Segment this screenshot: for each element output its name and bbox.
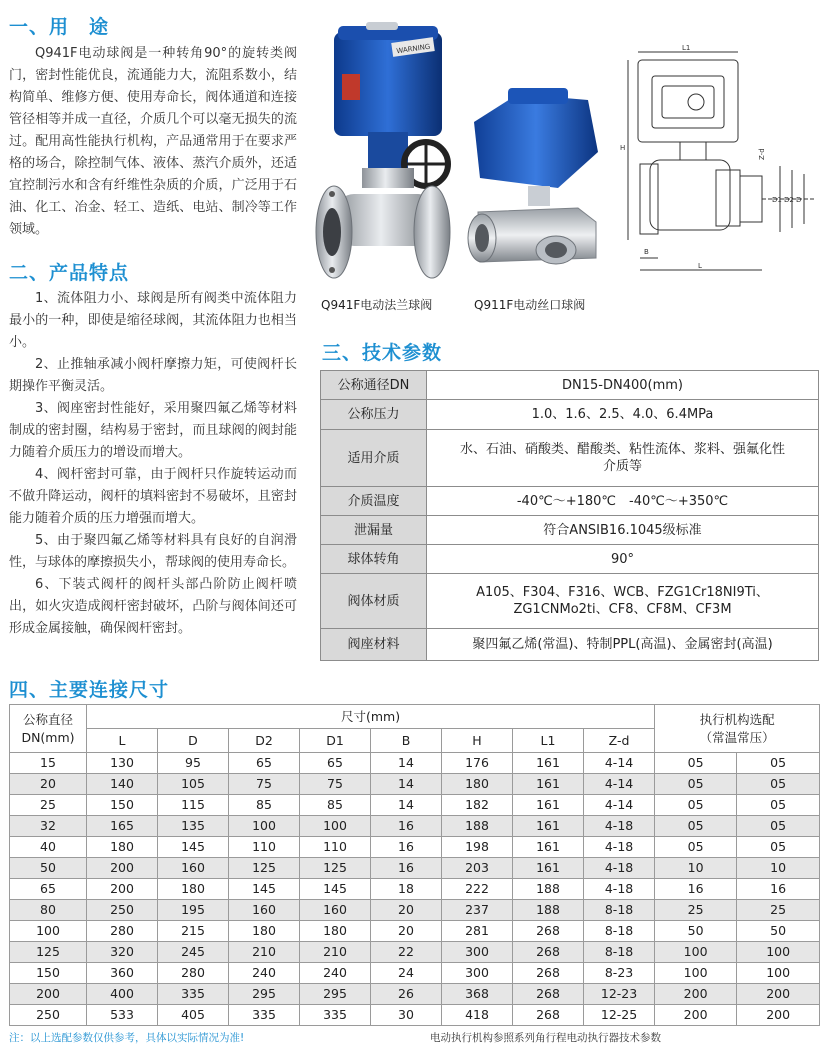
spec-key: 阀体材质	[321, 574, 427, 629]
table-cell: 16	[371, 858, 442, 879]
table-cell: 100	[229, 816, 300, 837]
table-cell: 195	[158, 900, 229, 921]
spec-value: 符合ANSIB16.1045级标准	[427, 516, 819, 545]
table-cell: 24	[371, 963, 442, 984]
table-cell: 130	[87, 753, 158, 774]
table-cell: 20	[371, 900, 442, 921]
table-cell: 533	[87, 1005, 158, 1026]
actuator-header-line2: （常温常压）	[699, 729, 775, 745]
features-list	[9, 288, 297, 640]
table-cell: 12-25	[584, 1005, 655, 1026]
section-title-features: 二、产品特点	[9, 262, 130, 284]
table-cell: 8-18	[584, 900, 655, 921]
table-cell: 335	[229, 1005, 300, 1026]
table-cell: 188	[513, 900, 584, 921]
table-cell: 100	[737, 942, 820, 963]
table-cell: 140	[87, 774, 158, 795]
drawing-label: D2	[784, 196, 794, 204]
table-cell: 250	[10, 1005, 87, 1026]
table-cell: 161	[513, 774, 584, 795]
column-header: D	[158, 729, 229, 753]
table-row	[10, 753, 820, 774]
section-title-dims: 四、主要连接尺寸	[9, 679, 170, 701]
flange-ball-valve-photo	[308, 22, 458, 290]
table-cell: 295	[229, 984, 300, 1005]
table-row	[321, 545, 819, 574]
drawing-label: H	[620, 144, 626, 152]
table-cell: 65	[229, 753, 300, 774]
table-cell: 203	[442, 858, 513, 879]
table-cell: 300	[442, 942, 513, 963]
table-row	[10, 858, 820, 879]
spec-key: 公称压力	[321, 400, 427, 430]
spec-key: 泄漏量	[321, 516, 427, 545]
spec-key: 介质温度	[321, 487, 427, 516]
table-cell: 180	[229, 921, 300, 942]
drawing-label: D1	[772, 196, 782, 204]
size-header: 尺寸(mm)	[87, 705, 655, 729]
table-cell: 4-14	[584, 774, 655, 795]
table-cell: 400	[87, 984, 158, 1005]
table-cell: 200	[10, 984, 87, 1005]
table-cell: 161	[513, 795, 584, 816]
spec-value: 90°	[427, 545, 819, 574]
drawing-label: Z-d	[758, 148, 766, 160]
table-cell: 368	[442, 984, 513, 1005]
table-cell: 200	[87, 879, 158, 900]
table-cell: 110	[300, 837, 371, 858]
table-cell: 250	[87, 900, 158, 921]
table-cell: 40	[10, 837, 87, 858]
table-cell: 8-18	[584, 942, 655, 963]
table-row	[10, 1005, 820, 1026]
table-cell: 95	[158, 753, 229, 774]
table-cell: 145	[158, 837, 229, 858]
table-cell: 50	[10, 858, 87, 879]
column-header: D2	[229, 729, 300, 753]
table-cell: 160	[229, 900, 300, 921]
table-cell: 4-18	[584, 816, 655, 837]
spec-key: 阀座材料	[321, 629, 427, 661]
table-cell: 100	[655, 963, 737, 984]
table-cell: 8-23	[584, 963, 655, 984]
table-cell: 180	[442, 774, 513, 795]
table-cell: 65	[300, 753, 371, 774]
table-cell: 05	[737, 795, 820, 816]
spec-value: A105、F304、F316、WCB、FZG1Cr18NI9Ti、ZG1CNMo2ti、CF8、CF8M、CF3M	[427, 574, 819, 629]
table-cell: 16	[737, 879, 820, 900]
table-cell: 10	[737, 858, 820, 879]
table-cell: 115	[158, 795, 229, 816]
table-row	[10, 963, 820, 984]
footnote	[9, 1030, 244, 1045]
table-cell: 16	[655, 879, 737, 900]
threaded-ball-valve-photo	[458, 82, 608, 278]
table-cell: 4-14	[584, 795, 655, 816]
table-cell: 320	[87, 942, 158, 963]
dn-header-line2: DN(mm)	[21, 729, 75, 745]
table-cell: 100	[300, 816, 371, 837]
table-cell: 210	[229, 942, 300, 963]
table-cell: 4-18	[584, 858, 655, 879]
table-cell: 200	[737, 984, 820, 1005]
table-cell: 85	[300, 795, 371, 816]
feature-item: 6、下装式阀杆的阀杆头部凸阶防止阀杆喷出，如火灾造成阀杆密封破坏，凸阶与阀体间还可形成金属接触，确保阀杆密封。	[9, 577, 297, 636]
table-cell: 100	[737, 963, 820, 984]
table-row	[10, 837, 820, 858]
spec-key: 适用介质	[321, 430, 427, 487]
actuator-header	[655, 705, 820, 753]
table-cell: 240	[229, 963, 300, 984]
table-cell: 335	[300, 1005, 371, 1026]
table-cell: 50	[737, 921, 820, 942]
table-cell: 268	[513, 963, 584, 984]
note-text: 注：以上选配参数仅供参考，具体以实际情况为准!	[9, 1032, 245, 1044]
table-cell: 32	[10, 816, 87, 837]
table-row	[321, 516, 819, 545]
spec-value: 水、石油、硝酸类、醋酸类、粘性流体、浆料、强氟化性介质等	[427, 430, 819, 487]
feature-item: 2、止推轴承减小阀杆摩擦力矩，可使阀杆长期操作平衡灵活。	[9, 357, 297, 394]
table-row	[10, 774, 820, 795]
column-header: L1	[513, 729, 584, 753]
table-cell: 180	[158, 879, 229, 900]
column-header: L	[87, 729, 158, 753]
table-cell: 180	[87, 837, 158, 858]
table-cell: 65	[10, 879, 87, 900]
table-cell: 05	[655, 795, 737, 816]
table-cell: 161	[513, 816, 584, 837]
drawing-label: D	[796, 196, 802, 204]
table-cell: 05	[737, 816, 820, 837]
table-cell: 295	[300, 984, 371, 1005]
spec-value: 1.0、1.6、2.5、4.0、6.4MPa	[427, 400, 819, 430]
table-cell: 160	[300, 900, 371, 921]
column-header: Z-d	[584, 729, 655, 753]
table-cell: 20	[371, 921, 442, 942]
table-cell: 237	[442, 900, 513, 921]
table-cell: 25	[655, 900, 737, 921]
feature-item: 4、阀杆密封可靠，由于阀杆只作旋转运动而不做升降运动，阀杆的填料密封不易破坏，且密封能力随着介质的压力增强而增大。	[9, 467, 297, 526]
table-cell: 200	[87, 858, 158, 879]
table-cell: 268	[513, 921, 584, 942]
table-cell: 280	[158, 963, 229, 984]
table-cell: 25	[737, 900, 820, 921]
table-cell: 160	[158, 858, 229, 879]
table-cell: 200	[737, 1005, 820, 1026]
table-cell: 05	[737, 774, 820, 795]
table-cell: 110	[229, 837, 300, 858]
table-row	[321, 430, 819, 487]
table-cell: 125	[10, 942, 87, 963]
table-cell: 150	[87, 795, 158, 816]
table-cell: 245	[158, 942, 229, 963]
table-cell: 05	[655, 816, 737, 837]
table-cell: 20	[10, 774, 87, 795]
spec-value: DN15-DN400(mm)	[427, 371, 819, 400]
table-cell: 05	[737, 753, 820, 774]
table-cell: 125	[229, 858, 300, 879]
table-cell: 14	[371, 795, 442, 816]
table-cell: 105	[158, 774, 229, 795]
table-row	[321, 400, 819, 430]
table-cell: 418	[442, 1005, 513, 1026]
table-cell: 05	[655, 837, 737, 858]
drawing-label: L	[698, 262, 702, 270]
drawing-label: L1	[682, 44, 691, 52]
table-cell: 335	[158, 984, 229, 1005]
table-cell: 05	[655, 774, 737, 795]
spec-value: 聚四氟乙烯(常温)、特制PPL(高温)、金属密封(高温)	[427, 629, 819, 661]
table-cell: 05	[737, 837, 820, 858]
table-cell: 25	[10, 795, 87, 816]
table-cell: 75	[229, 774, 300, 795]
table-cell: 210	[300, 942, 371, 963]
actuator-header-line1: 执行机构选配	[699, 711, 775, 727]
column-header: D1	[300, 729, 371, 753]
table-cell: 8-18	[584, 921, 655, 942]
table-cell: 150	[10, 963, 87, 984]
table-cell: 161	[513, 753, 584, 774]
table-cell: 05	[655, 753, 737, 774]
table-cell: 268	[513, 1005, 584, 1026]
table-cell: 145	[229, 879, 300, 900]
table-cell: 300	[442, 963, 513, 984]
table-cell: 18	[371, 879, 442, 900]
table-cell: 100	[10, 921, 87, 942]
table-cell: 281	[442, 921, 513, 942]
table-cell: 14	[371, 753, 442, 774]
table-cell: 80	[10, 900, 87, 921]
table-cell: 182	[442, 795, 513, 816]
table-cell: 26	[371, 984, 442, 1005]
table-cell: 222	[442, 879, 513, 900]
feature-item: 1、流体阻力小、球阀是所有阀类中流体阻力最小的一种，即使是缩径球阀，其流体阻力也相当小。	[9, 291, 297, 350]
spec-key: 公称通径DN	[321, 371, 427, 400]
dn-header	[10, 705, 87, 753]
table-cell: 4-18	[584, 879, 655, 900]
table-row	[10, 984, 820, 1005]
table-cell: 268	[513, 942, 584, 963]
table-cell: 16	[371, 837, 442, 858]
table-row	[10, 816, 820, 837]
table-cell: 215	[158, 921, 229, 942]
table-cell: 135	[158, 816, 229, 837]
valve-dimension-drawing	[620, 40, 820, 280]
column-header: B	[371, 729, 442, 753]
table-row	[321, 371, 819, 400]
table-row	[321, 629, 819, 661]
table-cell: 176	[442, 753, 513, 774]
table-row	[10, 921, 820, 942]
table-cell: 4-14	[584, 753, 655, 774]
table-cell: 360	[87, 963, 158, 984]
table-cell: 161	[513, 837, 584, 858]
table-cell: 145	[300, 879, 371, 900]
table-cell: 22	[371, 942, 442, 963]
table-cell: 100	[655, 942, 737, 963]
tech-spec-table	[320, 370, 819, 661]
table-row	[10, 879, 820, 900]
table-cell: 15	[10, 753, 87, 774]
table-cell: 14	[371, 774, 442, 795]
warning-label: WARNING	[395, 42, 431, 56]
dn-header-line1: 公称直径	[22, 711, 73, 727]
spec-value: -40℃～+180℃ -40℃～+350℃	[427, 487, 819, 516]
table-cell: 165	[87, 816, 158, 837]
table-row	[10, 900, 820, 921]
table-row	[321, 574, 819, 629]
dimension-table	[9, 704, 820, 1026]
feature-item: 5、由于聚四氟乙烯等材料具有良好的自润滑性，与球体的摩擦损失小，帮球阀的使用寿命长。	[9, 533, 297, 570]
table-cell: 198	[442, 837, 513, 858]
table-cell: 280	[87, 921, 158, 942]
table-row	[321, 487, 819, 516]
table-cell: 75	[300, 774, 371, 795]
spec-key: 球体转角	[321, 545, 427, 574]
table-row	[10, 795, 820, 816]
table-cell: 16	[371, 816, 442, 837]
table-cell: 200	[655, 984, 737, 1005]
table-cell: 200	[655, 1005, 737, 1026]
table-cell: 240	[300, 963, 371, 984]
table-cell: 30	[371, 1005, 442, 1026]
table-cell: 12-23	[584, 984, 655, 1005]
table-cell: 405	[158, 1005, 229, 1026]
table-row	[10, 942, 820, 963]
table-cell: 161	[513, 858, 584, 879]
feature-item: 3、阀座密封性能好，采用聚四氟乙烯等材料制成的密封圈，结构易于密封，而且球阀的阀封能力随着介质压力的增设而增大。	[9, 401, 297, 460]
section-title-tech: 三、技术参数	[322, 342, 443, 364]
column-header: H	[442, 729, 513, 753]
table-cell: 10	[655, 858, 737, 879]
table-cell: 188	[513, 879, 584, 900]
section-title-usage: 一、用 途	[9, 16, 110, 38]
valve2-caption: Q911F电动丝口球阀	[474, 298, 586, 312]
valve1-caption: Q941F电动法兰球阀	[321, 298, 433, 312]
table-cell: 85	[229, 795, 300, 816]
table-cell: 125	[300, 858, 371, 879]
usage-paragraph: Q941F电动球阀是一种转角90°的旋转类阀门，密封性能优良，流通能力大，流阻系数小，结构简单、维修方便、使用寿命长，阀体通道和连接管径相等并成一直径，介质几个可以毫无损失的流过。配用高性能执行机构，产品通常用于在要求严格的场合，除控制气体、液体、蒸汽介质外，还适宜控制污水和含有纤维性杂质的介质，广泛用于石油、化工、冶金、轻工、造纸、电站、制冷等工作领域。	[9, 46, 297, 237]
table-cell: 188	[442, 816, 513, 837]
reference-note: 电动执行机构参照系列角行程电动执行器技术参数	[430, 1032, 661, 1044]
table-header-row	[10, 705, 820, 729]
table-cell: 180	[300, 921, 371, 942]
drawing-label: B	[644, 248, 649, 256]
table-cell: 50	[655, 921, 737, 942]
table-cell: 4-18	[584, 837, 655, 858]
table-cell: 268	[513, 984, 584, 1005]
